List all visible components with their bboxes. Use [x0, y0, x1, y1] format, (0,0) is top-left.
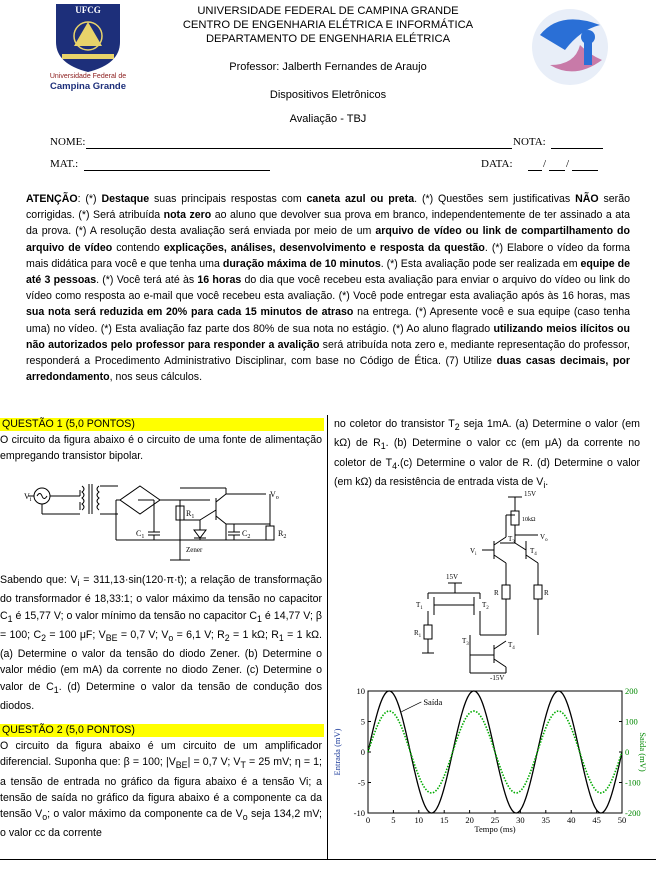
q1-text: é 14,77 V; β = 100; C [0, 609, 322, 641]
mat-field[interactable] [84, 170, 270, 171]
q1-sub: 2 [224, 632, 230, 643]
y-left-tick-label: -5 [357, 777, 365, 788]
q1-text: = 1 kΩ. (a) Determine o valor da tensão do diodo Zener. (b) Determine o valor médio (em mA) da corrente no diodo Zener. (c) Determine o valor de C [0, 628, 322, 693]
attention-bold: utilizando meios ilícitos ou não autorizados pelo professor para responder a avalição [26, 322, 630, 351]
q1-c1-label: $C_1$ [136, 529, 145, 540]
q2-15v-top-label: 15V [524, 490, 537, 498]
attention-paragraph [26, 191, 630, 385]
data-slash-2: / [566, 158, 570, 170]
data-field-month[interactable] [549, 170, 565, 171]
q1-zener-label: Zener [186, 546, 203, 554]
attention-text: . (*) Questões sem justificativas [414, 193, 576, 205]
transformer-secondary-icon [97, 486, 99, 510]
attention-bold: arquivo de vídeo ou link de compartilhamento do arquivo de vídeo [26, 225, 630, 254]
q1-r1-label: $R_1$ [186, 509, 195, 520]
q1-text: = 100 μF; V [46, 628, 106, 641]
department-name: DEPARTAMENTO DE ENGENHARIA ELÉTRICA [205, 33, 451, 45]
r1-resistor-icon [424, 625, 432, 639]
waveform-chart [330, 683, 648, 834]
q1-text: é 15,77 V; o valor mínimo da tensão no capacitor C [12, 609, 258, 622]
attention-bold: duração máxima de 10 minutos [222, 257, 381, 270]
y-left-axis-label: Entrada (mV) [332, 728, 342, 776]
q1-text: . (d) Determine o valor da tensão de condução dos diodos. [0, 680, 322, 712]
legend-label-saida: Saída [423, 696, 443, 707]
q1-circuit-diagram [20, 480, 310, 570]
attention-text: . (*) Elabore o vídeo da forma mais didática para você e que tenha uma [26, 241, 631, 270]
q2-t4-label: $T_4$ [530, 547, 537, 557]
q1-r2-label: $R_2$ [278, 529, 287, 540]
exam-title: Avaliação - TBJ [289, 113, 367, 125]
y-right-tick-label: -100 [625, 777, 641, 788]
center-name: CENTRO DE ENGENHARIA ELÉTRICA E INFORMÁTICA [182, 19, 474, 31]
y-left-tick-label: 5 [360, 716, 365, 727]
x-tick-label: 5 [391, 815, 396, 825]
y-right-tick-label: 200 [625, 686, 638, 696]
attention-text: do dia que você recebeu esta avaliação para enviar o arquivo do vídeo ou link do vídeo como resposta ao e-mail que você recebeu esta avaliação. (*) Você pode entregar esta avaliação após às 16 horas, mas [26, 274, 630, 303]
logo-left-caption-2: Campina Grande [49, 81, 127, 92]
q2-sub: 2 [454, 422, 460, 433]
attention-bold: duas casas decimais, por arredondamento [26, 355, 630, 384]
attention-bold: Destaque [101, 193, 150, 205]
r-b-resistor-icon [534, 585, 542, 599]
nota-label: NOTA: [513, 136, 546, 148]
attention-bold: nota zero [163, 209, 212, 222]
attention-text: : (*) [77, 193, 102, 205]
y-left-tick-label: 0 [360, 747, 365, 757]
q2-t3-label: $T_3$ [508, 535, 515, 545]
q2-sub: 4 [392, 460, 397, 471]
q2-r10k-label: 10kΩ [522, 517, 536, 523]
nome-label: NOME: [50, 136, 86, 148]
transformer-primary-icon [82, 486, 84, 510]
y-right-tick-label: -200 [625, 808, 641, 818]
nome-field[interactable] [86, 148, 512, 149]
attention-text: será atribuída nota zero e, mediante representação do professor, responderá a Procedimento Administrativo Disciplinar, com base no Código de Ética. (7) Utilize [26, 338, 630, 368]
x-tick-label: 50 [617, 815, 627, 825]
y-right-tick-label: 0 [625, 747, 630, 757]
x-tick-label: 10 [414, 815, 424, 825]
q1-sub: BE [105, 632, 118, 643]
logo-left-caption-1: Universidade Federal de [49, 73, 127, 80]
data-field-day[interactable] [528, 170, 542, 171]
q1-sub: 1 [53, 684, 59, 695]
data-slash-1: / [543, 158, 547, 170]
data-field-year[interactable] [572, 170, 598, 171]
attention-bold: sua nota será reduzida em 20% para cada 15 minutos de atraso [26, 306, 354, 319]
attention-text: . (*) Você terá até às [96, 274, 198, 287]
q2-neg15v-label: -15V [490, 674, 505, 682]
dee-logo-icon [520, 5, 620, 90]
q1-text: = 1 kΩ; R [229, 628, 279, 641]
dee-logo [520, 5, 620, 90]
attention-text: ao aluno que devolver sua prova em branco, independentemente de ter assinado a ata da prova. (*) A resolução desta avaliação será enviada por meio de um [26, 209, 630, 238]
x-tick-label: 45 [592, 815, 601, 825]
q1-title: QUESTÃO 1 (5,0 PONTOS) [0, 418, 324, 431]
q1-sub: i [77, 578, 80, 589]
x-axis-label: Tempo (ms) [474, 824, 516, 834]
q2-text: = 25 mV; η = 1; a tensão de entrada no gráfico da figura abaixo é a tensão Vi; a tensão de saída no gráfico da figura abaixo é a componente ca da tensão V [0, 756, 323, 820]
university-name: UNIVERSIDADE FEDERAL DE CAMPINA GRANDE [197, 5, 459, 17]
q2-text: seja 1mA. (a) Determine o valor (em kΩ) de R [334, 418, 640, 450]
q2-sub: T [240, 760, 246, 771]
q2-15v-mid-label: 15V [446, 573, 459, 581]
attention-text: contendo [112, 241, 164, 254]
legend-pointer [402, 702, 422, 712]
q1-body [0, 572, 322, 714]
q2-sub: BE [175, 760, 188, 771]
x-tick-label: 0 [365, 815, 371, 825]
q1-vo-label: $V_o$ [270, 490, 279, 501]
nota-field[interactable] [551, 148, 603, 149]
q1-intro: O circuito da figura abaixo é o circuito de uma fonte de alimentação empregando transistor bipolar. [0, 434, 322, 463]
column-divider [327, 415, 328, 860]
q1-text: = 311,13·sin(120·π·t); a relação de transformação do transformador é 18,33:1; o valor máximo da tensão no capacitor C [0, 574, 322, 622]
x-tick-label: 35 [541, 815, 551, 825]
q2-t1-label: $T_1$ [416, 601, 423, 611]
attention-bold: equipe de até 3 pessoas [26, 257, 630, 287]
professor-name: Professor: Jalberth Fernandes de Araujo [229, 61, 427, 73]
x-tick-label: 25 [490, 815, 500, 825]
attention-label: ATENÇÃO [26, 193, 78, 205]
q2-title: QUESTÃO 2 (5,0 PONTOS) [0, 724, 324, 737]
bottom-rule [0, 859, 656, 860]
q1-sub: o [168, 632, 174, 643]
q2-sub: o [42, 812, 48, 823]
q2-t2-label: $T_2$ [482, 601, 489, 611]
x-tick-label: 20 [465, 815, 474, 825]
data-label: DATA: [481, 158, 513, 170]
q2-sub: i [543, 480, 546, 491]
q1-text: = 0,7 V; V [117, 628, 169, 641]
q1-c2-label: $C_2$ [242, 529, 251, 540]
q2-r-b-label: R [544, 589, 549, 597]
attention-bold: NÃO [575, 193, 599, 205]
attention-text: , nos seus cálculos. [109, 371, 203, 384]
mat-label: MAT.: [50, 158, 79, 170]
q2-text: ; o valor máximo da componente ca de V [47, 807, 243, 820]
attention-bold: explicações, análises, desenvolvimento e resposta da questão [163, 241, 485, 254]
q2-text: | = 0,7 V; V [187, 756, 241, 769]
q2-text: O circuito da figura abaixo é um circuito de um amplificador diferencial. Suponha que: β = 100; |V [0, 740, 322, 769]
attention-text: suas principais respostas com [149, 193, 307, 205]
q2-t4b-label: $T_4$ [508, 641, 515, 651]
q2-text: .(c) Determine o valor de R. (d) Determine o valor (em kΩ) da resistência de entrada vista de V [334, 456, 640, 488]
r2-resistor-icon [266, 526, 274, 540]
attention-text: na entrega. (*) Apresente você e sua equipe (caso tenha uma) no vídeo. (*) Esta avaliação faz parte dos 80% de sua nota no estágio. (*) Ao aluno flagrado [26, 306, 630, 335]
q2-body-left [0, 738, 322, 841]
y-left-tick-label: 10 [356, 686, 365, 696]
q1-text: = 6,1 V; R [173, 628, 225, 641]
q1-vi-label: $V_i$ [24, 492, 32, 503]
q2-vo-label: $V_o$ [540, 533, 548, 543]
q1-sub: 1 [278, 632, 284, 643]
q2-text: seja 134,2 mV; o valor cc da corrente [0, 807, 322, 840]
r10k-resistor-icon [511, 511, 519, 525]
q1-text: Sabendo que: V [0, 574, 78, 586]
q2-t3b-label: $T_3$ [462, 637, 469, 647]
q2-r-a-label: R [494, 589, 499, 597]
attention-text: . (*) Esta avaliação pode ser realizada em [380, 257, 581, 270]
course-name: Dispositivos Eletrônicos [269, 89, 387, 101]
attention-bold: caneta azul ou preta [306, 193, 415, 205]
q2-text: . [545, 475, 549, 488]
series-saida-line [368, 711, 622, 793]
y-right-axis-label: Saída (mV) [638, 732, 648, 772]
attention-text: serão corrigidas. (*) Será atribuída [26, 193, 630, 222]
q2-sub: 1 [380, 441, 386, 452]
q1-sub: 2 [41, 632, 47, 643]
x-tick-label: 15 [439, 815, 449, 825]
q2-body-right [334, 416, 640, 493]
q2-text: no coletor do transistor T [334, 418, 455, 430]
y-left-tick-label: -10 [353, 808, 365, 818]
zener-diode-icon [194, 530, 206, 538]
q2-circuit-diagram [410, 485, 585, 680]
q1-sub: 1 [257, 613, 262, 624]
logo-left-text: UFCG [75, 5, 101, 15]
r-a-resistor-icon [502, 585, 510, 599]
x-tick-label: 30 [516, 815, 525, 825]
x-tick-label: 40 [566, 815, 576, 825]
q2-vi-label: $V_i$ [470, 547, 477, 557]
q2-text: . (b) Determine o valor cc (em μA) da corrente no coletor de T [334, 437, 640, 469]
y-right-tick-label: 100 [625, 716, 638, 727]
q1-sub: 1 [7, 613, 13, 624]
q2-sub: o [242, 812, 248, 823]
attention-bold: 16 horas [197, 274, 242, 287]
q2-r1-label: $R_1$ [414, 629, 422, 639]
